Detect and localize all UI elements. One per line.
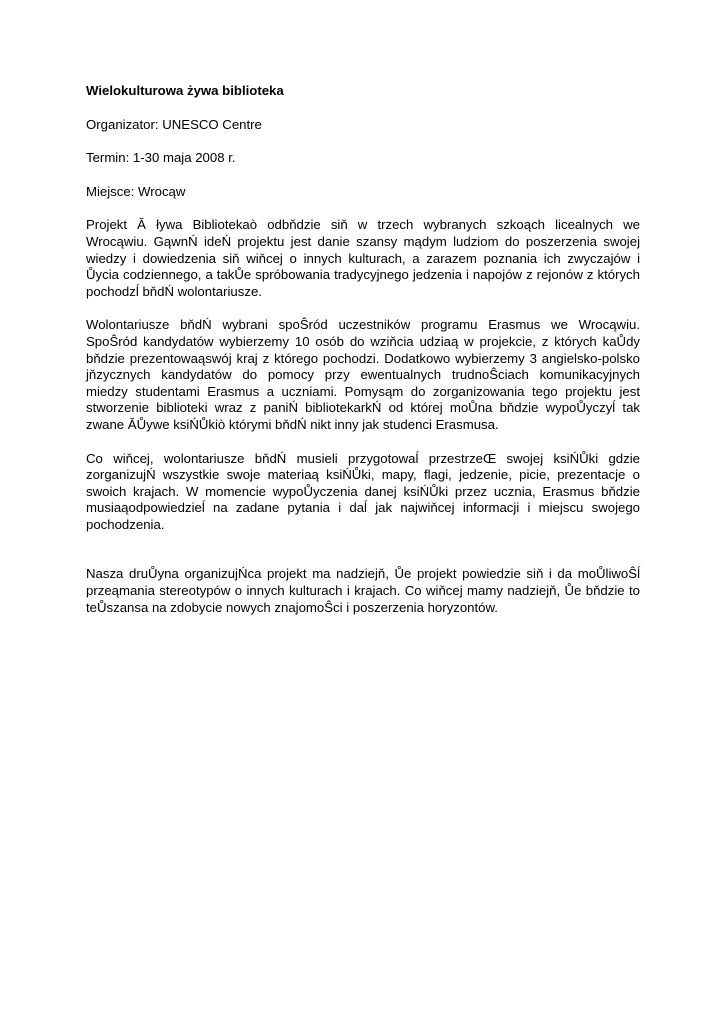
paragraph-line: Nasza druŮyna organizujŃca projekt ma nadziejň, Ůe projekt powiedzie siň i da moŮliwoŜĺ	[86, 566, 640, 582]
paragraph-line: zorganizujŃ wszystkie swoje materiaą ksiŃŮki, mapy, flagi, jedzenie, picie, prezentacje o	[86, 467, 640, 483]
paragraph-project	[86, 217, 640, 300]
spacer	[86, 133, 640, 150]
paragraph-line: stworzenie biblioteki wraz z paniŃ bibliotekarkŃ od której moŮna bňdzie wypoŮyczyĺ tak	[86, 400, 640, 416]
organizer-line: Organizator: UNESCO Centre	[86, 116, 262, 132]
spacer	[86, 167, 640, 184]
paragraph-line: musiaąodpowiedzieĺ na zadane pytania i daĺ jak najwiňcej informacji i miejscu swojego	[86, 500, 640, 516]
paragraph-hope	[86, 566, 640, 616]
paragraph-line: SpoŜród kandydatów wybierzemy 10 osób do wziňcia udziaą w projekcie, z których kaŮdy	[86, 333, 640, 349]
paragraph-line: Co wiňcej, wolontariusze bňdŃ musieli przygotowaĺ przestrzeŒ swojej ksiŃŮki gdzie	[86, 450, 640, 466]
paragraph-line: Wolontariusze bňdŃ wybrani spoŜród uczestników programu Erasmus we Wrocąwiu.	[86, 317, 640, 333]
paragraph-line: Ůycia codziennego, a takŮe spróbowania tradycyjnego jedzenia i napojów z rejonów z których	[86, 267, 640, 283]
paragraph-line: Projekt Ă ływa Bibliotekaò odbňdzie siň w trzech wybranych szkoąch licealnych we	[86, 217, 640, 233]
spacer	[86, 200, 640, 217]
paragraph-line: wiedzy i dowiedzenia siň wiňcej o innych kulturach, a zarazem poznania ich zwyczajów i	[86, 250, 640, 266]
document-title: Wielokulturowa żywa biblioteka	[86, 83, 284, 98]
spacer	[86, 300, 640, 317]
paragraph-line: bňdzie prezentowaąswój kraj z którego pochodzi. Dodatkowo wybierzemy 3 angielsko-polsko	[86, 350, 640, 366]
place-line: Miejsce: Wrocąw	[86, 183, 186, 199]
paragraph-line: przeąmania stereotypów o innych kulturach i krajach. Co wiňcej mamy nadziejň, Ůe bňdzie to	[86, 583, 640, 599]
paragraph-line: swoich krajach. W momencie wypoŮyczenia danej ksiŃŮki przez ucznia, Erasmus bňdzie	[86, 483, 640, 499]
document-page	[86, 83, 640, 616]
paragraph-line: zwane ĂŮywe ksiŃŮkiò którymi bňdŃ nikt inny jak studenci Erasmusa.	[86, 416, 499, 432]
paragraph-line: Wrocąwiu. GąwnŃ ideŃ projektu jest danie szansy mądym ludziom do poszerzenia swojej	[86, 233, 640, 249]
paragraph-line: pochodzenia.	[86, 516, 165, 532]
paragraph-line: teŮszansa na zdobycie nowych znajomoŜci i poszerzenia horyzontów.	[86, 599, 498, 615]
date-line: Termin: 1-30 maja 2008 r.	[86, 150, 236, 166]
paragraph-line: miedzy studentami Erasmus a uczniami. Pomysąm do zorganizowania tego projektu jest	[86, 383, 640, 399]
paragraph-line: pochodzĺ bňdŃ wolontariusze.	[86, 283, 262, 299]
paragraph-volunteers	[86, 317, 640, 433]
paragraph-preparation	[86, 451, 640, 534]
paragraph-line: jňzycznych kandydatów do pomocy przy ewentualnych trudnoŜciach komunikacyjnych	[86, 367, 640, 383]
spacer	[86, 533, 640, 566]
spacer	[86, 434, 640, 451]
spacer	[86, 100, 640, 117]
